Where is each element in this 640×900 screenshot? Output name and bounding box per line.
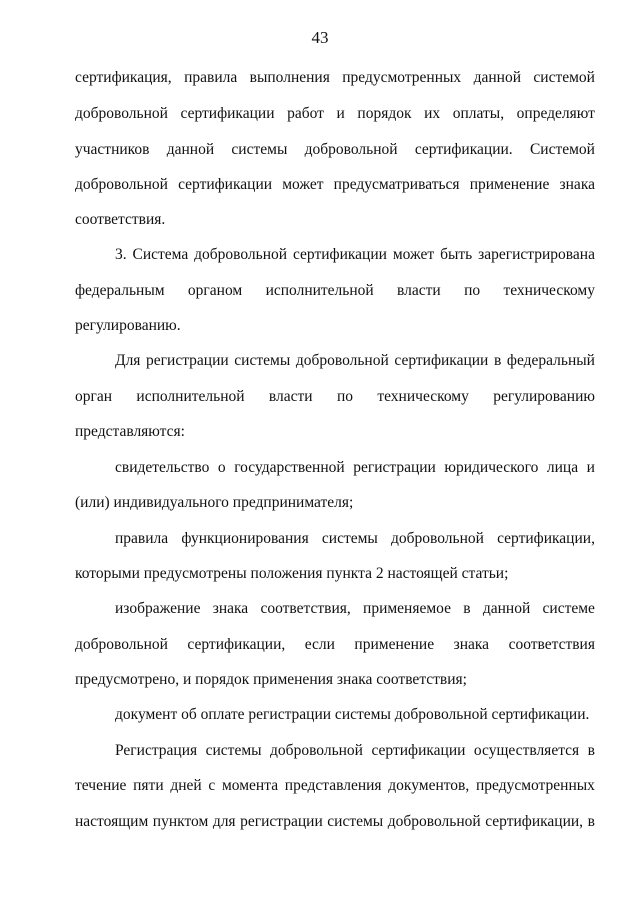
word: исполнительной xyxy=(136,388,245,405)
word: добровольной xyxy=(75,636,168,653)
word: юридического xyxy=(444,459,539,476)
word: правила xyxy=(184,69,238,86)
word: органом xyxy=(187,282,243,299)
word: государственной xyxy=(234,459,345,476)
word: системы xyxy=(231,141,288,158)
page-number: 43 xyxy=(311,28,329,47)
word: власти xyxy=(397,282,441,299)
text-line xyxy=(75,778,595,794)
word: участников xyxy=(75,141,150,158)
word: добровольной xyxy=(194,246,288,263)
word: зарегистрирована xyxy=(478,246,595,263)
word: техническому xyxy=(503,282,595,299)
word: системы xyxy=(327,813,384,830)
text-line xyxy=(115,743,595,759)
text-line: соответствия. xyxy=(75,211,166,228)
text-line xyxy=(115,247,595,263)
word: Системой xyxy=(529,141,595,158)
word: данной xyxy=(473,69,521,86)
word: регулированию xyxy=(493,388,595,405)
text-line: предусмотрено, и порядок применения знака соответствия; xyxy=(75,671,467,688)
word: пяти xyxy=(133,777,164,794)
word: добровольной xyxy=(75,176,168,193)
word: исполнительной xyxy=(265,282,374,299)
word: представления xyxy=(284,777,382,794)
word: Для xyxy=(115,352,141,369)
word: может xyxy=(282,176,324,193)
word: лица xyxy=(546,459,579,476)
word: в xyxy=(587,813,595,830)
word: сертификации xyxy=(394,352,489,369)
word: их xyxy=(424,105,441,122)
word: федеральный xyxy=(506,352,595,369)
word: сертификации, xyxy=(187,636,286,653)
word: 3. xyxy=(115,246,127,263)
word: власти xyxy=(268,388,313,405)
word: добровольной xyxy=(387,813,481,830)
text-line xyxy=(75,814,595,830)
text-line: которыми предусмотрены положения пункта 2 настоящей статьи; xyxy=(75,565,509,582)
word: быть xyxy=(440,246,473,263)
word: оплаты, xyxy=(452,105,505,122)
word: знака xyxy=(212,600,249,617)
word: знака xyxy=(559,176,595,193)
word: изображение xyxy=(115,600,201,617)
word: момента xyxy=(221,777,279,794)
word: федеральным xyxy=(75,282,165,299)
text-line: (или) индивидуального предпринимателя; xyxy=(75,494,354,511)
word: системой xyxy=(533,69,595,86)
word: может xyxy=(392,246,435,263)
text-line xyxy=(75,283,595,299)
word: работ xyxy=(287,105,324,122)
word: настоящим xyxy=(75,813,149,830)
word: сертификации xyxy=(178,176,273,193)
word: данной xyxy=(482,600,531,617)
word: порядок xyxy=(357,105,412,122)
word: предусмотренных xyxy=(342,69,462,86)
word: системы xyxy=(205,742,262,759)
text-line xyxy=(75,637,595,653)
word: орган xyxy=(75,388,113,405)
text-line xyxy=(75,106,595,122)
text-line xyxy=(75,70,595,86)
word: и xyxy=(336,105,345,122)
text-line xyxy=(75,389,595,405)
word: сертификации, xyxy=(497,530,595,547)
word: документов, xyxy=(388,777,470,794)
word: сертификации xyxy=(180,105,275,122)
word: определяют xyxy=(516,105,595,122)
word: добровольной xyxy=(391,530,484,547)
word: Регистрация xyxy=(115,742,198,759)
word: в xyxy=(463,600,471,617)
text-line xyxy=(75,142,595,158)
word: добровольной xyxy=(75,105,168,122)
text-line xyxy=(115,353,595,369)
word: выполнения xyxy=(249,69,330,86)
text-line: представляются: xyxy=(75,423,185,440)
word: сертификации xyxy=(371,742,466,759)
word: в xyxy=(493,352,502,369)
word: применение xyxy=(354,636,435,653)
text-line xyxy=(115,601,595,617)
word: применяемое xyxy=(363,600,451,617)
word: Система xyxy=(132,246,189,263)
word: регистрации xyxy=(146,352,229,369)
word: свидетельство xyxy=(115,459,210,476)
word: пунктом xyxy=(152,813,209,830)
word: функционирования xyxy=(181,530,309,547)
word: течение xyxy=(75,777,127,794)
word: соответствия xyxy=(508,636,595,653)
text-line xyxy=(75,177,595,193)
word: с xyxy=(208,777,216,794)
word: добровольной xyxy=(295,352,389,369)
word: системы xyxy=(234,352,291,369)
word: сертификации. xyxy=(414,141,513,158)
text-line: регулированию. xyxy=(75,317,181,334)
word: регистрации xyxy=(353,459,436,476)
word: знака xyxy=(453,636,490,653)
word: по xyxy=(336,388,353,405)
word: применение xyxy=(469,176,550,193)
word: сертификация, xyxy=(75,69,172,86)
word: если xyxy=(304,636,335,653)
word: о xyxy=(217,459,226,476)
word: сертификации xyxy=(292,246,387,263)
text-line: документ об оплате регистрации системы добровольной сертификации. xyxy=(115,706,590,723)
word: предусматриваться xyxy=(333,176,460,193)
word: системе xyxy=(542,600,595,617)
word: правила xyxy=(115,530,169,547)
word: предусмотренных xyxy=(475,777,595,794)
word: осуществляется xyxy=(473,742,580,759)
word: добровольной xyxy=(270,742,363,759)
text-line xyxy=(115,531,595,547)
word: данной xyxy=(166,141,215,158)
word: системы xyxy=(321,530,378,547)
word: дней xyxy=(170,777,202,794)
word: добровольной xyxy=(304,141,398,158)
word: регистрации xyxy=(240,813,323,830)
word: сертификации, xyxy=(485,813,584,830)
word: и xyxy=(586,459,595,476)
text-line xyxy=(115,460,595,476)
word: в xyxy=(587,742,595,759)
word: техническому xyxy=(377,388,469,405)
word: по xyxy=(464,282,481,299)
word: соответствия, xyxy=(260,600,351,617)
word: для xyxy=(212,813,236,830)
